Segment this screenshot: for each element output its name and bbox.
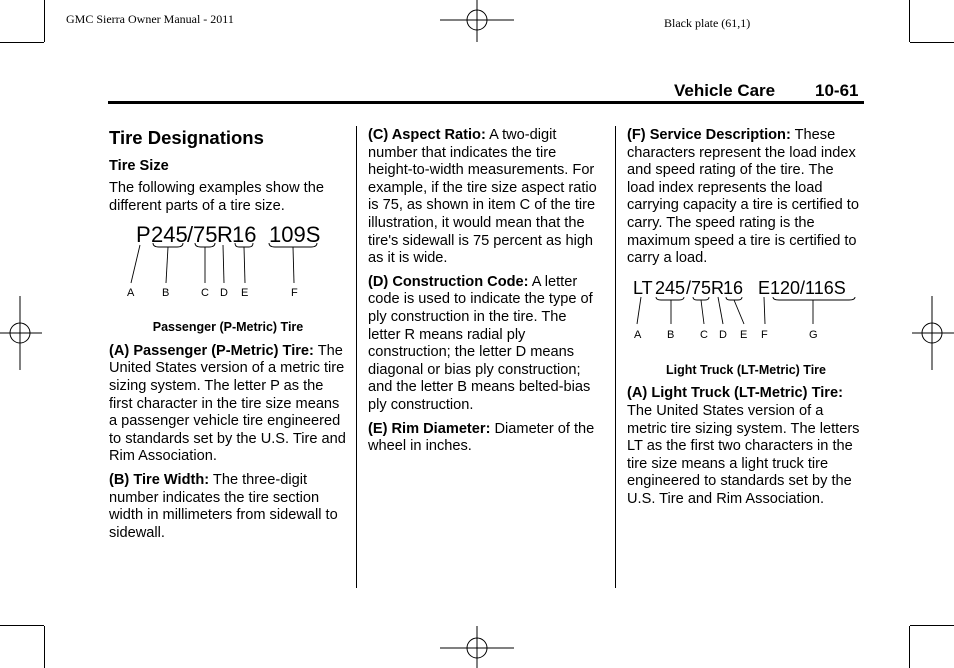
text-c: A two-digit number that indicates the tire height-to-width measurements. For example, if the tire size aspect ratio is 75, as shown in item C of the tire illustration, it would mean that the tire's sidewall is 75 percent as high as it is wide.	[368, 127, 597, 267]
lt-code-part-aspect: 75	[691, 277, 712, 298]
code-part-rim: 16	[232, 222, 257, 248]
crop-mark-br-h	[910, 625, 954, 626]
lt-label-e: E	[740, 328, 748, 341]
crop-mark-br-v	[909, 626, 910, 668]
crop-mark-tl-v	[44, 0, 45, 42]
term-d: (D) Construction Code:	[368, 273, 529, 290]
crop-mark-tr-h	[910, 42, 954, 43]
lt-label-b: B	[667, 328, 675, 341]
code-part-service: 109S	[269, 222, 321, 248]
crop-mark-tl-h	[0, 42, 44, 43]
lt-code-part-rim: 16	[723, 277, 744, 298]
definition-lt-a	[627, 385, 865, 508]
light-truck-tire-diagram	[627, 276, 863, 348]
text-e: Diameter of the wheel in inches.	[368, 420, 595, 455]
definition-b	[109, 472, 347, 542]
label-b: B	[162, 287, 170, 300]
code-part-construction: R	[217, 222, 233, 248]
definition-d	[368, 274, 602, 415]
lt-code-part-lt: LT	[633, 277, 653, 298]
lt-code-part-load-range: E	[758, 277, 771, 298]
text-b: The three-digit number indicates the tire section width in millimeters from sidewall to sidewall.	[109, 471, 338, 541]
registration-mark-right	[912, 296, 954, 370]
lt-label-g: G	[809, 328, 818, 341]
diagram-caption-light-truck: Light Truck (LT-Metric) Tire	[666, 362, 826, 377]
lt-code-part-width: 245	[655, 277, 686, 298]
page-number: 10-61	[815, 81, 859, 100]
term-b: (B) Tire Width:	[109, 471, 210, 488]
lt-label-f: F	[761, 328, 768, 341]
label-a: A	[127, 287, 135, 300]
running-header-manual: GMC Sierra Owner Manual - 2011	[66, 12, 234, 26]
definition-a	[109, 343, 347, 466]
text-d: A letter code is used to indicate the type of ply construction in the tire. The letter R means radial ply construction; the letter D means diagonal or bias ply construction; and the letter B means belted-bias ply construction.	[368, 273, 593, 413]
lt-code-part-slash: /	[686, 277, 692, 298]
text-a: The United States version of a metric tire sizing system. The letter P as the first character in the tire size means a passenger vehicle tire engineered to standards set by the U.S. Tire and Rim Association.	[109, 342, 346, 465]
crop-mark-tr-v	[909, 0, 910, 42]
lt-label-c: C	[700, 328, 708, 341]
label-d: D	[220, 287, 228, 300]
subheading-tire-size: Tire Size	[109, 158, 169, 174]
intro-text: The following examples show the different parts of a tire size.	[109, 180, 324, 214]
lt-label-a: A	[634, 328, 642, 341]
term-a: (A) Passenger (P-Metric) Tire:	[109, 342, 314, 359]
registration-mark-bottom	[440, 626, 514, 668]
column-3	[627, 127, 865, 515]
header-rule	[108, 101, 864, 104]
code-part-width: 245	[151, 222, 188, 248]
code-part-p: P	[136, 222, 151, 248]
label-f: F	[291, 287, 298, 300]
diagram-brackets	[131, 243, 317, 283]
crop-mark-bl-h	[0, 625, 44, 626]
code-part-aspect: 75	[193, 222, 218, 248]
term-f: (F) Service Description:	[627, 127, 791, 143]
column-1	[109, 127, 347, 548]
column-2	[368, 127, 602, 462]
definition-f	[627, 127, 865, 268]
lt-diagram-brackets	[637, 297, 855, 324]
lt-label-d: D	[719, 328, 727, 341]
label-e: E	[241, 287, 249, 300]
running-header-plate: Black plate (61,1)	[664, 16, 751, 30]
column-divider-1	[356, 126, 357, 588]
code-part-slash: /	[187, 222, 194, 248]
column-divider-2	[615, 126, 616, 588]
passenger-tire-diagram	[109, 221, 345, 303]
definition-e	[368, 421, 602, 456]
label-c: C	[201, 287, 209, 300]
section-title: Vehicle Care	[674, 81, 776, 100]
lt-code-part-construction: R	[711, 277, 724, 298]
definition-c	[368, 127, 602, 268]
registration-mark-left	[0, 296, 42, 370]
crop-mark-bl-v	[44, 626, 45, 668]
lt-code-part-service: 120/116S	[770, 277, 846, 298]
registration-mark-top	[440, 0, 514, 42]
term-lt-a: (A) Light Truck (LT-Metric) Tire:	[627, 385, 843, 402]
term-c: (C) Aspect Ratio:	[368, 127, 486, 143]
term-e: (E) Rim Diameter:	[368, 420, 491, 437]
diagram-caption-passenger: Passenger (P-Metric) Tire	[152, 320, 304, 335]
page-title: Tire Designations	[109, 127, 264, 148]
text-lt-a: The United States version of a metric tire sizing system. The letters LT as the first two characters in the tire size means a light truck tire engineered to standards set by the U.S. Tire and Rim Association.	[627, 402, 860, 507]
text-f: These characters represent the load index and speed rating of the tire. The load index represents the load carrying capacity a tire is certified to carry. The speed rating is the maximum speed a tire is certified to carry a load.	[627, 127, 859, 267]
